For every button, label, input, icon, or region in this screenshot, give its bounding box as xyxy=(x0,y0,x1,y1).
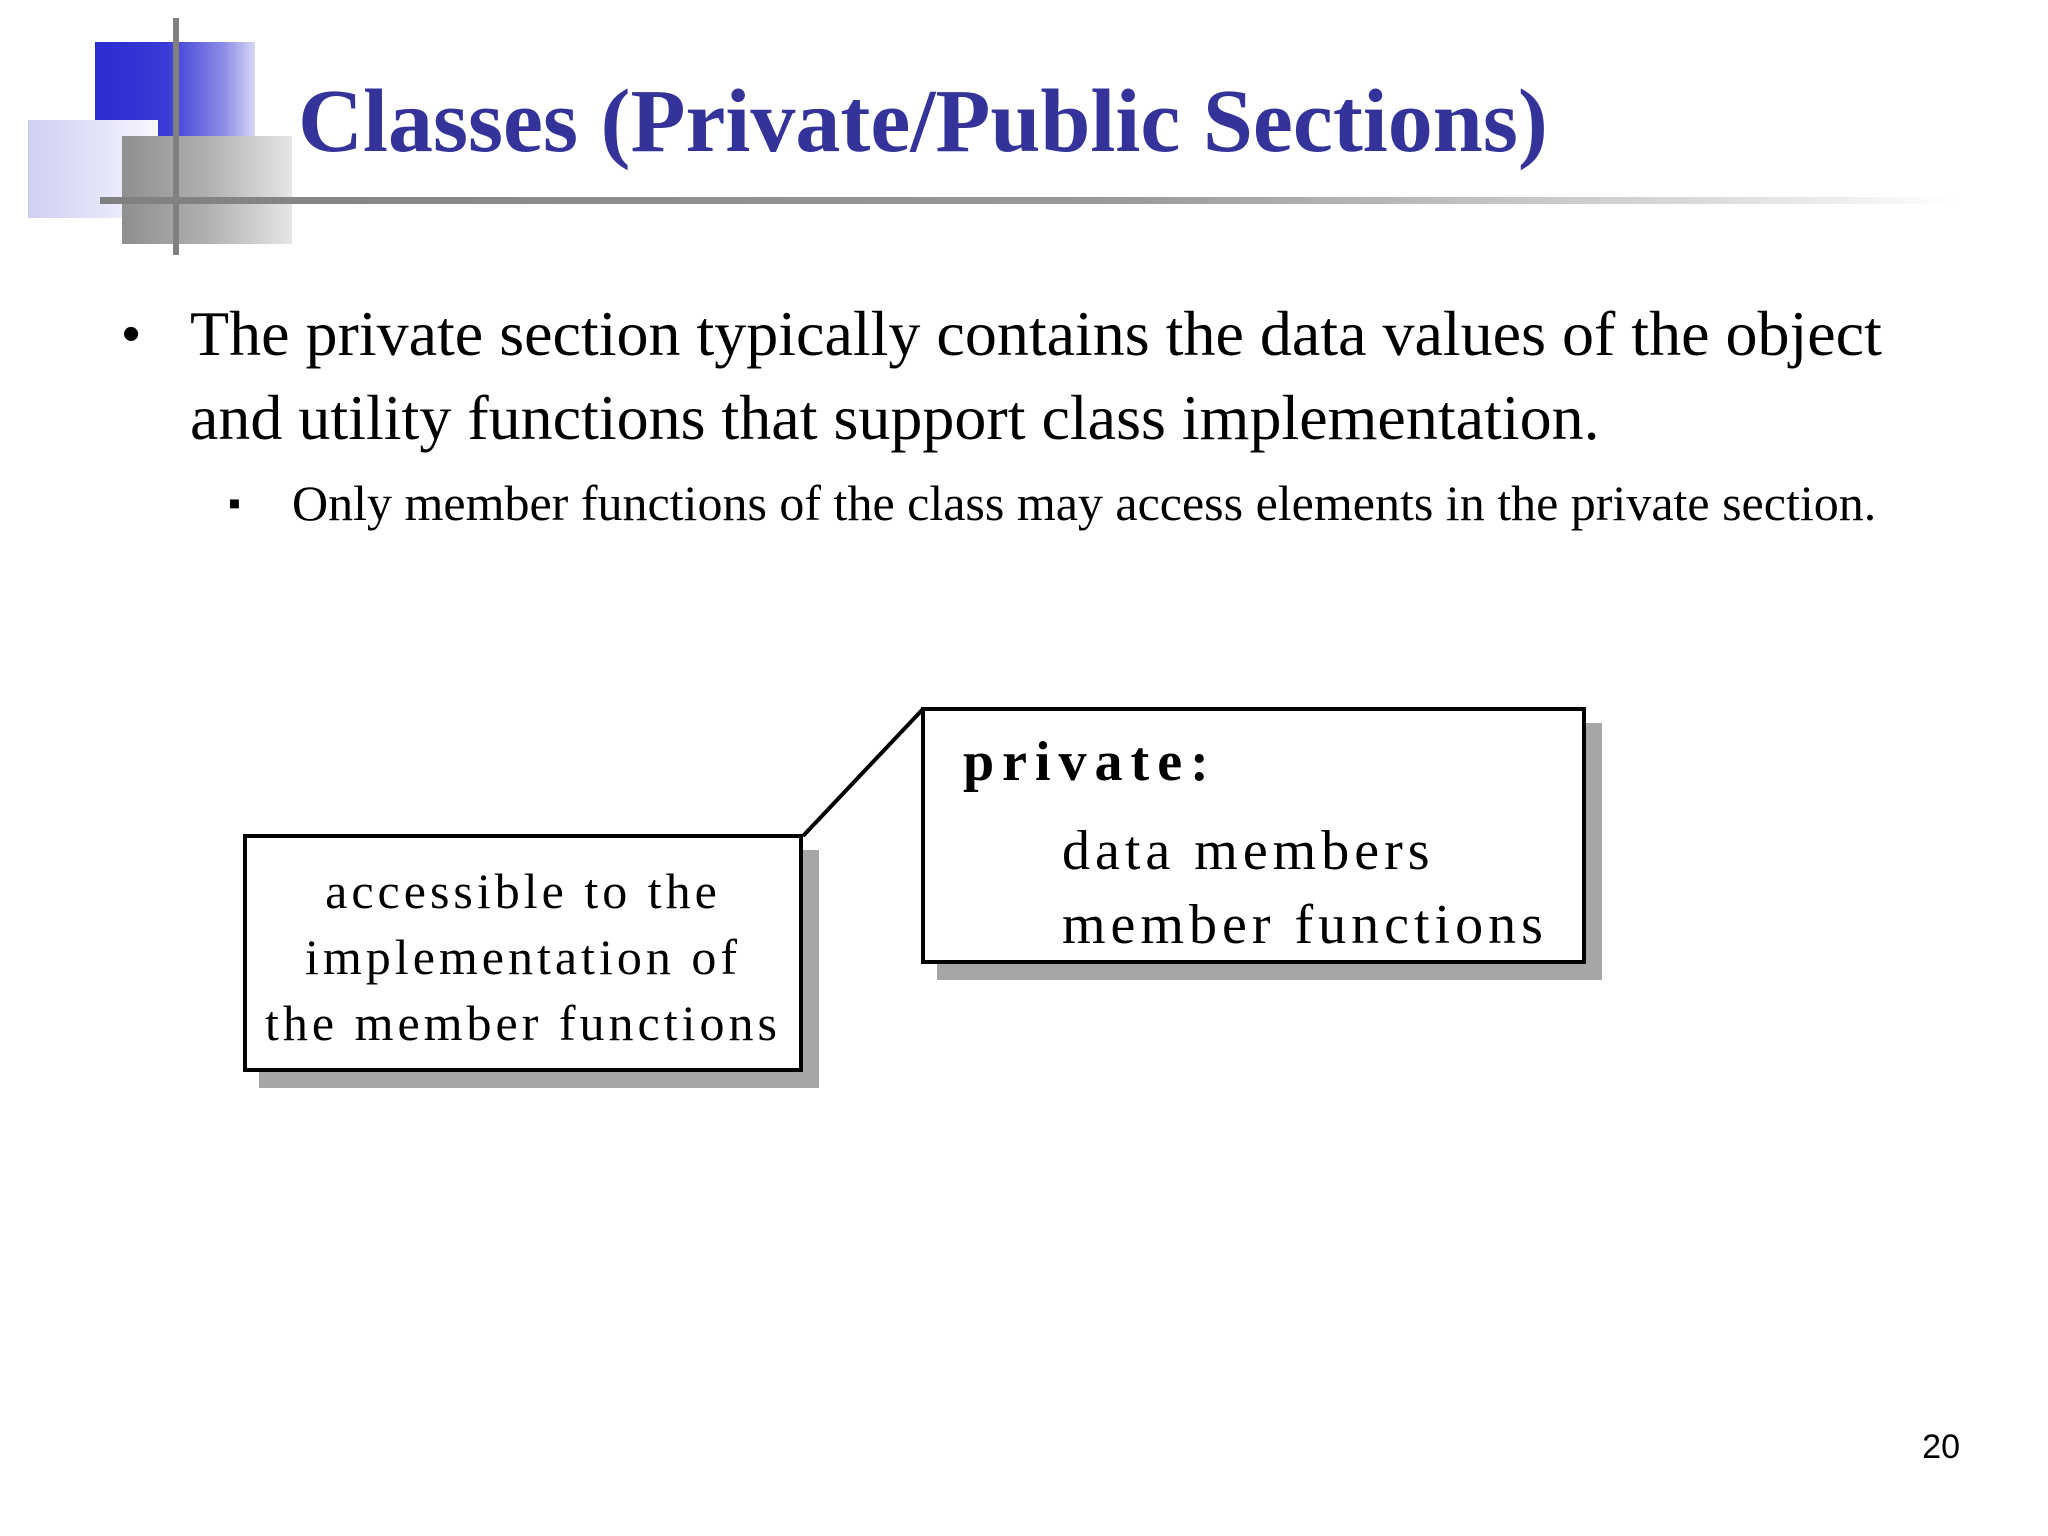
bullet-square-icon: ▪ xyxy=(228,482,241,523)
sub-bullet-text: Only member functions of the class may access elements in the private section. xyxy=(292,475,1877,531)
callout-box-accessibility xyxy=(243,834,803,1072)
callout-line: implementation of xyxy=(305,929,741,985)
callout-line: the member functions xyxy=(265,995,781,1051)
callout-connector-line xyxy=(803,709,923,836)
private-section-label: private: xyxy=(963,731,1217,793)
callout-line: accessible to the xyxy=(325,863,721,919)
bullet-dot-icon: • xyxy=(122,305,141,363)
page-number: 20 xyxy=(1922,1428,1960,1466)
private-section-item: member functions xyxy=(1062,894,1548,956)
private-section-item: data members xyxy=(1062,820,1435,882)
private-section-box xyxy=(921,707,1586,964)
slide-title: Classes (Private/Public Sections) xyxy=(298,72,1548,171)
bullet-text: The private section typically contains the data values of the object and utility functions that support class implementation. xyxy=(190,298,1882,453)
